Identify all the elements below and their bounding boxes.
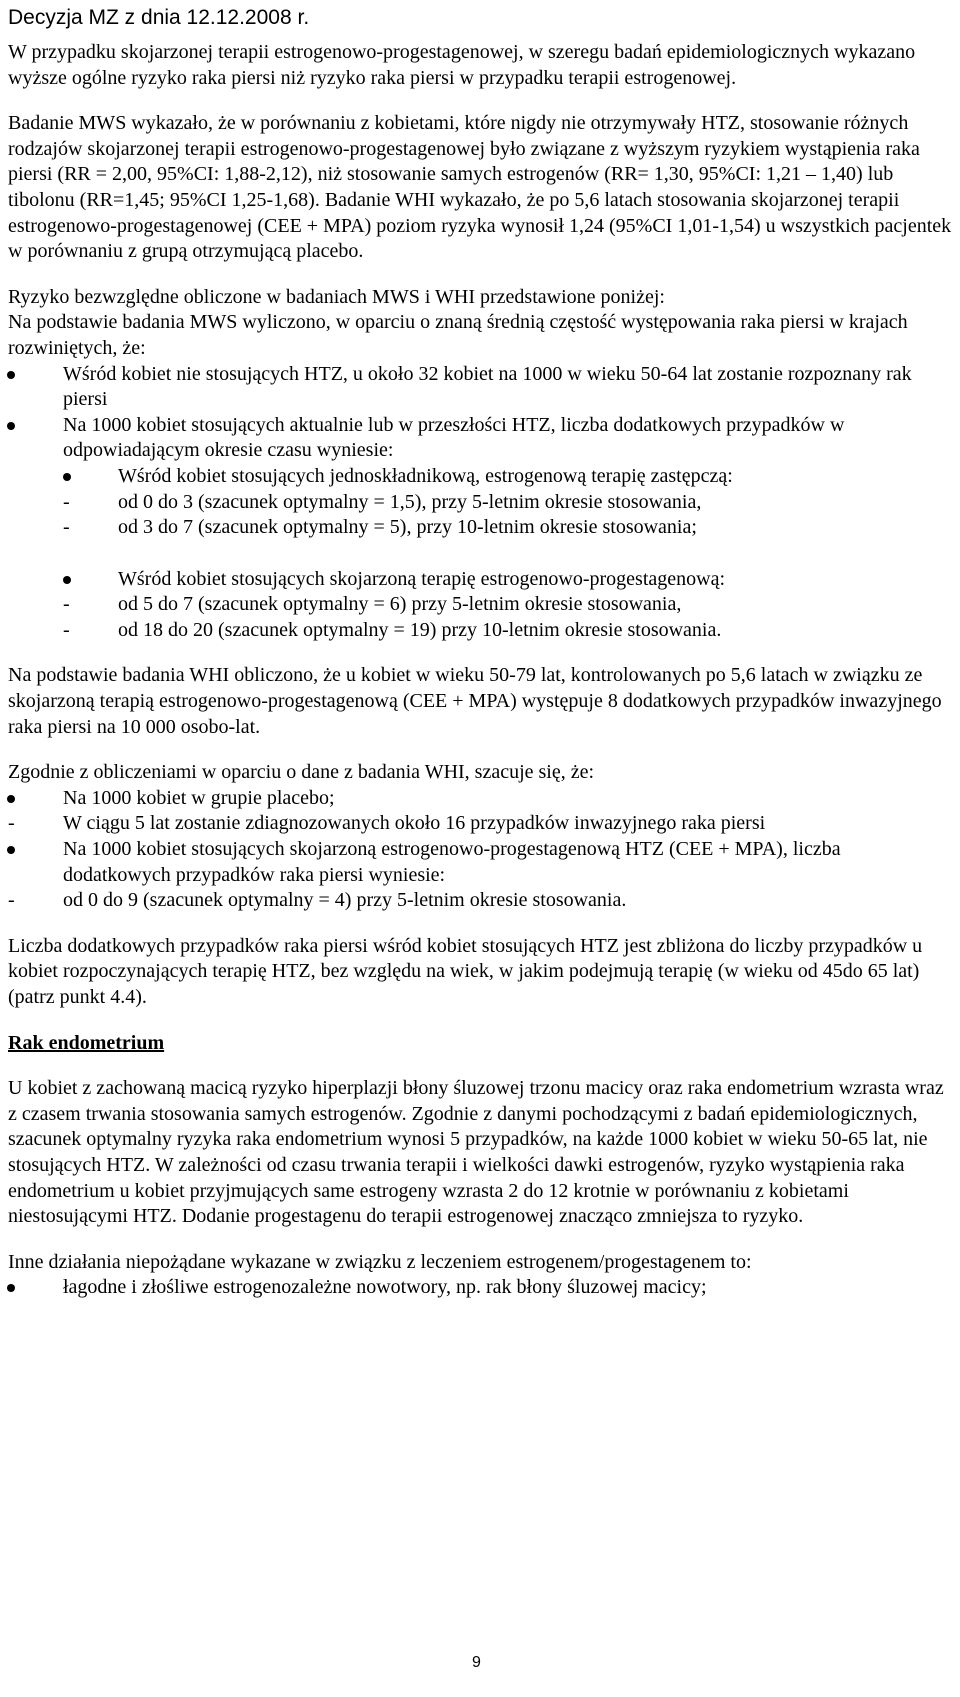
list-item-text: Na 1000 kobiet w grupie placebo;	[63, 786, 335, 809]
section-heading: Rak endometrium	[8, 1031, 165, 1054]
paragraph-mws-calculation: Na podstawie badania MWS wyliczono, w oparciu o znaną średnią częstość występowania raka piersi w krajach rozwiniętych, że:	[8, 311, 908, 359]
bullet-icon	[7, 362, 17, 388]
list-item	[8, 464, 953, 490]
list-item-text: od 3 do 7 (szacunek optymalny = 5), przy 10-letnim okresie stosowania;	[118, 516, 697, 539]
list-item	[8, 1275, 953, 1301]
list-item-text: od 5 do 7 (szacunek optymalny = 6) przy 5-letnim okresie stosowania,	[118, 593, 682, 616]
list-item	[8, 811, 953, 837]
list-item	[8, 888, 953, 914]
list-item-text: łagodne i złośliwe estrogenozależne nowotwory, np. rak błony śluzowej macicy;	[63, 1276, 707, 1299]
paragraph-combined-therapy: W przypadku skojarzonej terapii estrogenowo-progestagenowej, w szeregu badań epidemiologicznych wykazano wyższe ogólne ryzyko raka piersi niż ryzyko raka piersi w przypadku terapii estrogenowej.	[8, 41, 916, 89]
list-item	[8, 592, 953, 618]
list-item	[8, 413, 953, 464]
list-item	[8, 490, 953, 516]
list-item-text: Wśród kobiet nie stosujących HTZ, u około 32 kobiet na 1000 w wieku 50-64 lat zostanie rozpoznany rak piersi	[63, 362, 912, 411]
document-body	[8, 40, 953, 1301]
bullet-icon	[63, 567, 73, 593]
document-header: Decyzja MZ z dnia 12.12.2008 r.	[8, 6, 310, 29]
bullet-icon	[7, 786, 17, 812]
list-item	[8, 618, 953, 644]
page-number: 9	[472, 1654, 481, 1671]
list-item-text: od 18 do 20 (szacunek optymalny = 19) przy 10-letnim okresie stosowania.	[118, 618, 722, 641]
dash-marker: -	[63, 618, 70, 641]
paragraph-whi-estimates: Zgodnie z obliczeniami w oparciu o dane z badania WHI, szacuje się, że:	[8, 761, 595, 784]
paragraph-additional-cases: Liczba dodatkowych przypadków raka piersi wśród kobiet stosujących HTZ jest zbliżona do liczby przypadków u kobiet rozpoczynających terapię HTZ, bez względu na wiek, w jakim podejmują terapię (w wieku od 45do 65 lat) (patrz punkt 4.4).	[8, 934, 923, 1008]
bullet-icon	[7, 1275, 17, 1301]
list-item	[8, 515, 953, 541]
list-item-text: od 0 do 3 (szacunek optymalny = 1,5), przy 5-letnim okresie stosowania,	[118, 490, 702, 513]
list-item-text: Na 1000 kobiet stosujących aktualnie lub w przeszłości HTZ, liczba dodatkowych przypadków w odpowiadającym okresie czasu wyniesie:	[63, 413, 845, 462]
dash-marker: -	[63, 516, 70, 539]
paragraph-whi-calculation: Na podstawie badania WHI obliczono, że u kobiet w wieku 50-79 lat, kontrolowanych po 5,6 latach w związku ze skojarzoną terapią estrogenowo-progestagenową (CEE + MPA) występuje 8 dodatkowych przypadków inwazyjnego raka piersi na 10 000 osobo-lat.	[8, 664, 942, 738]
list-item	[8, 362, 953, 413]
paragraph-absolute-risk-intro: Ryzyko bezwzględne obliczone w badaniach MWS i WHI przedstawione poniżej:	[8, 285, 665, 308]
list-item	[8, 786, 953, 812]
paragraph-mws-whi-results: Badanie MWS wykazało, że w porównaniu z kobietami, które nigdy nie otrzymywały HTZ, stosowanie różnych rodzajów skojarzonej terapii estrogenowo-progestagenowej było związane z wyższym ryzykiem wystąpienia raka piersi (RR = 2,00, 95%CI: 1,88-2,12), niż stosowanie samych estrogenów (RR= 1,30, 95%CI: 1,21 – 1,40) lub tibolonu (RR=1,45; 95%CI 1,25-1,68). Badanie WHI wykazało, że po 5,6 latach stosowania skojarzonej terapii estrogenowo-progestagenowej (CEE + MPA) poziom ryzyka wynosił 1,24 (95%CI 1,01-1,54) u wszystkich pacjentek w porównaniu z grupą otrzymującą placebo.	[8, 112, 952, 263]
dash-marker: -	[63, 490, 70, 513]
dash-marker: -	[8, 889, 15, 912]
list-item-text: Na 1000 kobiet stosujących skojarzoną estrogenowo-progestagenową HTZ (CEE + MPA), liczba dodatkowych przypadków raka piersi wyniesie:	[63, 838, 841, 886]
bullet-icon	[7, 413, 17, 439]
list-item-text: od 0 do 9 (szacunek optymalny = 4) przy 5-letnim okresie stosowania.	[63, 889, 627, 912]
bullet-icon	[63, 464, 73, 490]
bullet-icon	[7, 837, 17, 863]
list-item-text: W ciągu 5 lat zostanie zdiagnozowanych około 16 przypadków inwazyjnego raka piersi	[63, 812, 766, 835]
dash-marker: -	[8, 812, 15, 835]
list-item-text: Wśród kobiet stosujących skojarzoną terapię estrogenowo-progestagenową:	[118, 567, 726, 590]
paragraph-endometrium: U kobiet z zachowaną macicą ryzyko hiperplazji błony śluzowej trzonu macicy oraz raka endometrium wzrasta wraz z czasem trwania stosowania samych estrogenów. Zgodnie z danymi pochodzącymi z badań epidemiologicznych, szacunek optymalny ryzyka raka endometrium wynosi 5 przypadków, na każde 1000 kobiet w wieku 50-65 lat, nie stosujących HTZ. W zależności od czasu trwania terapii i wielkości dawki estrogenów, ryzyko wystąpienia raka endometrium u kobiet przyjmujących same estrogeny wzrasta 2 do 12 krotnie w porównaniu z kobietami niestosującymi HTZ. Dodanie progestagenu do terapii estrogenowej znacząco zmniejsza to ryzyko.	[8, 1077, 944, 1228]
list-item-text: Wśród kobiet stosujących jednoskładnikową, estrogenową terapię zastępczą:	[118, 464, 733, 487]
paragraph-other-effects: Inne działania niepożądane wykazane w związku z leczeniem estrogenem/progestagenem to:	[8, 1250, 752, 1273]
dash-marker: -	[63, 593, 70, 616]
list-item	[8, 837, 953, 888]
list-item	[8, 567, 953, 593]
